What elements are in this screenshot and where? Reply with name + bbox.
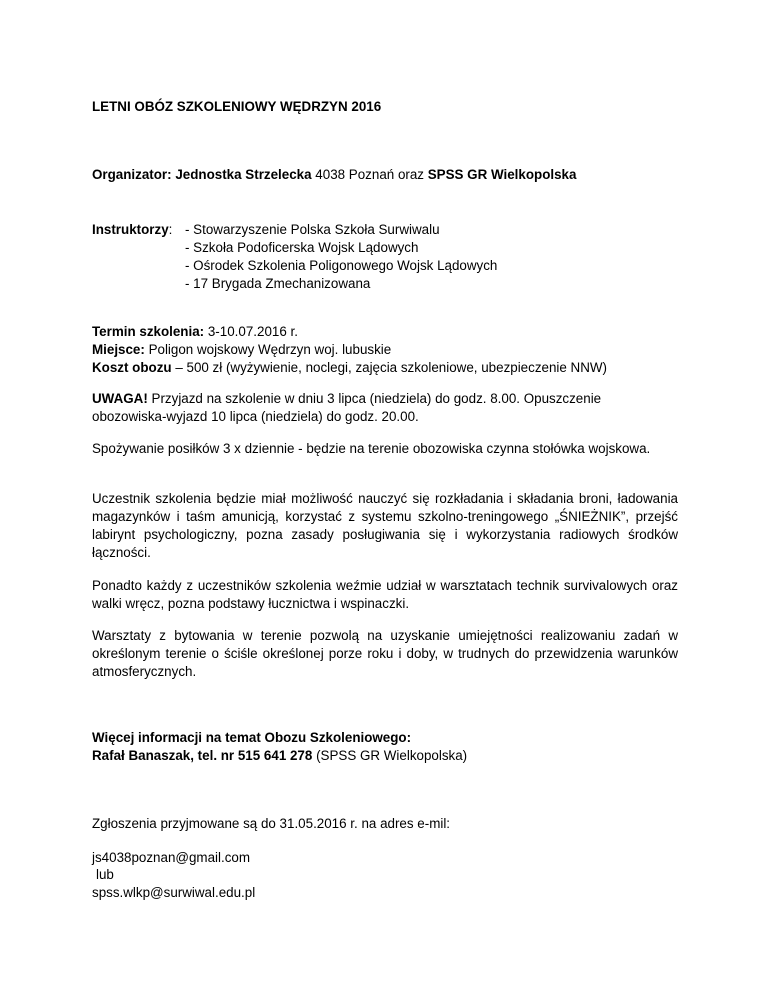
workshops-paragraph: Ponadto każdy z uczestników szkolenia weźmie udział w warsztatach technik survivalowych oraz walki wręcz, pozna podstawy łucznictwa i wspinaczki.	[92, 578, 678, 611]
meals-paragraph: Spożywanie posiłków 3 x dziennie - będzie na terenie obozowiska czynna stołówka wojskowa.	[92, 441, 651, 456]
applications-text: Zgłoszenia przyjmowane są do 31.05.2016 r. na adres e-mil:	[92, 816, 451, 831]
skills-paragraph: Uczestnik szkolenia będzie miał możliwość nauczyć się rozkładania i składania broni, ładowania magazynków i taśm amunicją, korzystać z systemu szkolno-treningowego „ŚNIEŻNIK”, przejść labirynt psychologiczny, pozna zasady posługiwania się i wykorzystania radiowych środków łączności.	[92, 491, 678, 560]
place-value: Poligon wojskowy Wędrzyn woj. lubuskie	[148, 342, 392, 357]
instructor-item: - Stowarzyszenie Polska Szkoła Surwiwalu	[185, 222, 440, 237]
contact-person: Rafał Banaszak, tel. nr 515 641 278	[92, 748, 313, 763]
contact-org: (SPSS GR Wielkopolska)	[316, 748, 468, 763]
notice-text: Przyjazd na szkolenie w dniu 3 lipca (niedziela) do godz. 8.00. Opuszczenie obozowiska-wyjazd 10 lipca (niedziela) do godz. 20.00.	[92, 391, 602, 424]
term-line	[92, 323, 678, 341]
notice-label: UWAGA!	[92, 391, 148, 406]
contact-heading: Więcej informacji na temat Obozu Szkoleniowego:	[92, 730, 412, 745]
instructor-item: - Szkoła Podoficerska Wojsk Lądowych	[185, 240, 419, 255]
contact-section	[92, 729, 678, 765]
instructors-colon: :	[168, 222, 173, 237]
organizer-label: Organizator:	[92, 167, 172, 182]
cost-label: Koszt obozu	[92, 360, 172, 375]
instructors-section	[92, 221, 678, 293]
organizer-partner: SPSS GR Wielkopolska	[427, 167, 577, 182]
instructor-item: - Ośrodek Szkolenia Poligonowego Wojsk Lądowych	[185, 258, 498, 273]
cost-value: – 500 zł (wyżywienie, noclegi, zajęcia szkoleniowe, ubezpieczenie NNW)	[175, 360, 607, 375]
instructors-label: Instruktorzy	[92, 222, 169, 237]
cost-line	[92, 359, 678, 377]
place-label: Miejsce:	[92, 342, 145, 357]
organizer-line	[92, 166, 678, 184]
notice-paragraph	[92, 390, 678, 426]
field-survival-paragraph: Warsztaty z bytowania w terenie pozwolą na uzyskanie umiejętności realizowaniu zadań w określonym terenie o ściśle określonej porze roku i doby, w trudnych do przewidzenia warunków atmosferycznych.	[92, 628, 678, 679]
place-line	[92, 341, 678, 359]
term-label: Termin szkolenia:	[92, 324, 205, 339]
document-title: LETNI OBÓZ SZKOLENIOWY WĘDRZYN 2016	[92, 99, 382, 114]
instructor-item: - 17 Brygada Zmechanizowana	[185, 276, 371, 291]
organizer-unit: Jednostka Strzelecka	[175, 167, 312, 182]
organizer-unit-number: 4038 Poznań oraz	[315, 167, 424, 182]
email-link-js4038[interactable]: js4038poznan@gmail.com	[92, 850, 251, 865]
email-link-spss[interactable]: spss.wlkp@surwiwal.edu.pl	[92, 885, 256, 900]
training-details	[92, 323, 678, 377]
term-value: 3-10.07.2016 r.	[207, 324, 298, 339]
or-text: lub	[96, 867, 114, 882]
